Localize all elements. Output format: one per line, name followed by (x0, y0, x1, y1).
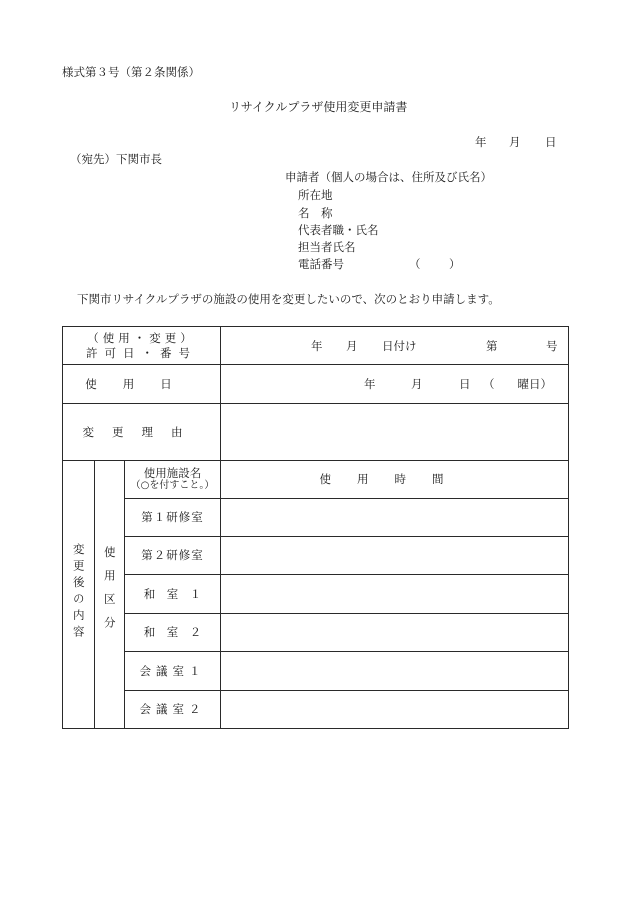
addressee: （宛先）下関市長 (70, 152, 162, 166)
reason-row (63, 404, 569, 461)
usage-category-label: 使用区分 (95, 461, 125, 729)
facility-time-training-room-2[interactable] (221, 537, 569, 575)
usage-year: 年 (364, 376, 376, 391)
usage-date-value-cell[interactable] (221, 365, 569, 404)
applicant-heading: 申請者（個人の場合は、住所及び氏名） (285, 170, 492, 184)
facility-name-japanese-room-1[interactable]: 和 室 １ (125, 575, 221, 614)
facility-time-meeting-room-1[interactable] (221, 652, 569, 691)
form-number: 様式第３号（第２条関係） (62, 65, 200, 79)
facility-row (63, 537, 569, 575)
facility-name-header: 使用施設名 （○を付すこと。） (125, 461, 221, 499)
permit-dai: 第 (486, 338, 498, 353)
date-day: 日 (545, 135, 557, 149)
facility-name-meeting-room-2[interactable]: 会議室２ (125, 691, 221, 729)
changed-content-label: 変更後の内容 (63, 461, 95, 729)
usage-day: 日 (459, 376, 471, 391)
facility-row (63, 614, 569, 652)
usage-month: 月 (411, 376, 423, 391)
applicant-phone-label: 電話番号 (298, 257, 344, 271)
facility-row (63, 652, 569, 691)
date-year: 年 (475, 135, 487, 149)
document-title: リサイクルプラザ使用変更申請書 (229, 100, 408, 114)
facility-header-row (63, 461, 569, 499)
permit-label-line2: 許可日・番号 (86, 345, 197, 360)
applicant-name-label: 名 称 (298, 206, 333, 220)
date-month: 月 (509, 135, 521, 149)
application-table (62, 326, 569, 729)
permit-go: 号 (546, 338, 558, 353)
permit-date-suffix: 日付け (382, 338, 417, 353)
usage-time-header: 使用時間 (221, 461, 569, 499)
permit-year: 年 (311, 338, 323, 353)
usage-date-row (63, 365, 569, 404)
facility-row (63, 499, 569, 537)
facility-row (63, 691, 569, 729)
permit-label-line1: （使用・変更） (87, 331, 196, 346)
applicant-rep-label: 代表者職・氏名 (298, 223, 379, 237)
facility-name-training-room-1[interactable]: 第１研修室 (125, 499, 221, 537)
permit-label-cell (63, 327, 221, 365)
facility-time-japanese-room-1[interactable] (221, 575, 569, 614)
permit-row (63, 327, 569, 365)
facility-name-meeting-room-1[interactable]: 会議室１ (125, 652, 221, 691)
facility-name-japanese-room-2[interactable]: 和 室 ２ (125, 614, 221, 652)
facility-time-meeting-room-2[interactable] (221, 691, 569, 729)
facility-time-training-room-1[interactable] (221, 499, 569, 537)
permit-month: 月 (346, 338, 358, 353)
request-statement: 下関市リサイクルプラザの施設の使用を変更したいので、次のとおり申請します。 (77, 292, 500, 306)
applicant-contact-label: 担当者氏名 (298, 240, 356, 254)
facility-time-japanese-room-2[interactable] (221, 614, 569, 652)
permit-value-cell[interactable] (221, 327, 569, 365)
phone-paren-close: ） (449, 257, 461, 271)
phone-paren-open: （ (409, 257, 421, 271)
facility-row (63, 575, 569, 614)
usage-weekday: （ 曜日） (483, 376, 553, 391)
usage-date-label: 使用日 (63, 365, 221, 404)
facility-name-training-room-2[interactable]: 第２研修室 (125, 537, 221, 575)
reason-label: 変更理由 (63, 404, 221, 461)
reason-value-cell[interactable] (221, 404, 569, 461)
applicant-address-label: 所在地 (298, 188, 333, 202)
